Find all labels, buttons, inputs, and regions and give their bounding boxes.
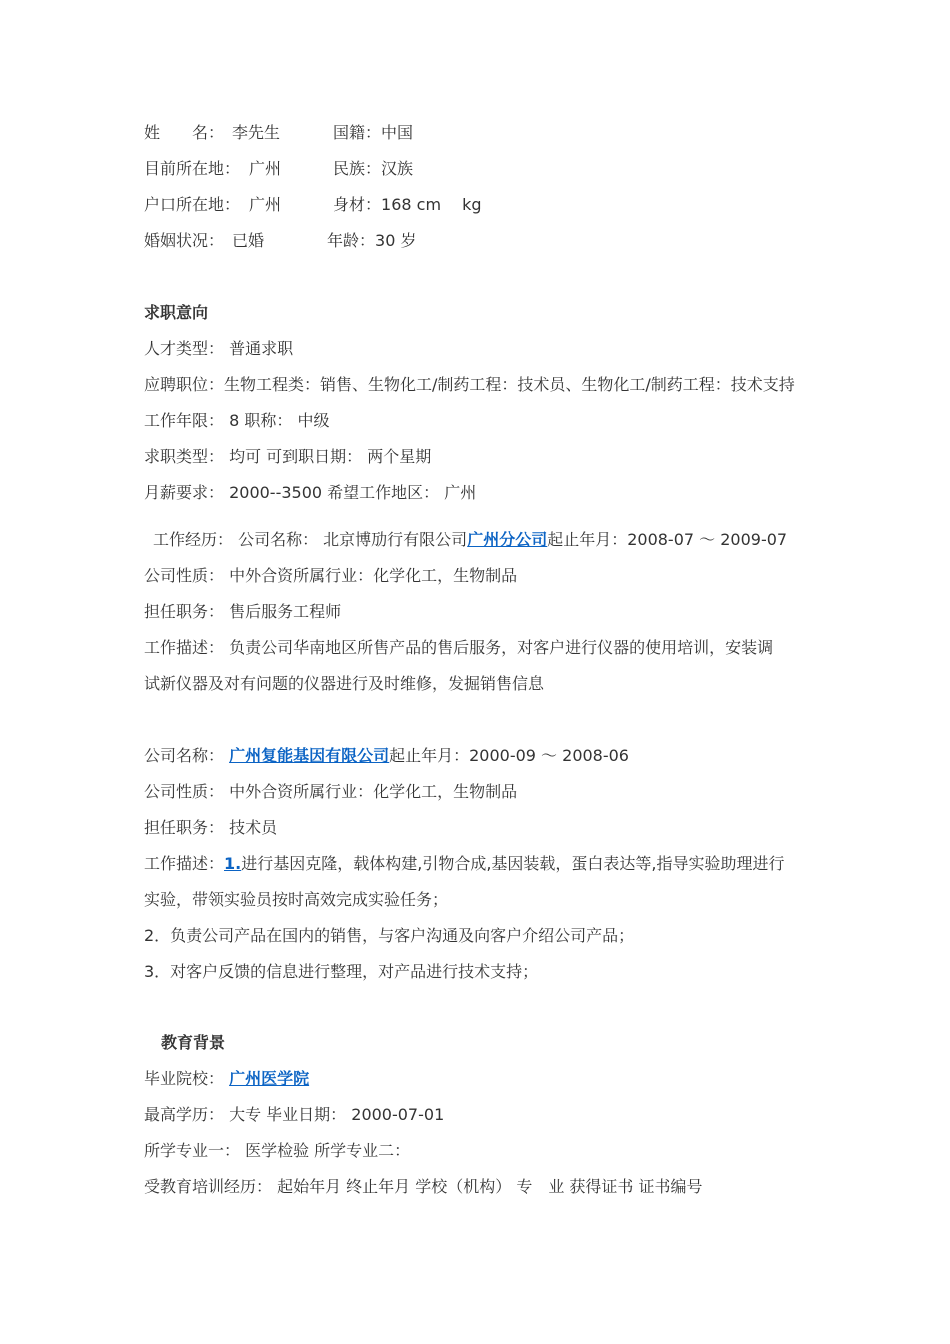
marital-label: 婚姻状况： bbox=[144, 231, 225, 250]
age-label: 年龄： bbox=[327, 231, 376, 250]
exp2-desc-line4: 3．对客户反馈的信息进行整理，对产品进行技术支持； bbox=[144, 962, 539, 981]
exp1-title: 担任职务： 售后服务工程师 bbox=[144, 602, 342, 621]
marital-value: 已婚 bbox=[232, 231, 265, 250]
exp1-company-prefix: 工作经历： 公司名称： 北京博劢行有限公司 bbox=[153, 530, 468, 549]
salary-expectation: 月薪要求： 2000--3500 希望工作地区： 广州 bbox=[144, 483, 477, 502]
exp2-desc-line2: 实验，带领实验员按时高效完成实验任务； bbox=[144, 890, 449, 909]
location-label: 目前所在地： bbox=[144, 159, 241, 178]
hukou-value: 广州 bbox=[249, 195, 282, 214]
exp2-nature: 公司性质： 中外合资所属行业：化学化工，生物制品 bbox=[144, 782, 518, 801]
exp2-desc-line1: 进行基因克隆，载体构建,引物合成,基因装载，蛋白表达等,指导实验助理进行 bbox=[241, 854, 785, 873]
exp2-desc-label: 工作描述： bbox=[144, 854, 225, 873]
nationality-value: 中国 bbox=[381, 123, 414, 142]
marital-row bbox=[144, 229, 416, 253]
name-row bbox=[144, 121, 413, 145]
exp2-company-link[interactable]: 广州复能基因有限公司 bbox=[229, 746, 390, 765]
age-value: 30 岁 bbox=[375, 231, 417, 250]
location-value: 广州 bbox=[249, 159, 282, 178]
exp1-desc-line2: 试新仪器及对有问题的仪器进行及时维修，发掘销售信息 bbox=[144, 674, 545, 693]
position-applied: 应聘职位：生物工程类：销售、生物化工/制药工程：技术员、生物化工/制药工程：技术支持 bbox=[144, 375, 795, 394]
intention-heading: 求职意向 bbox=[144, 303, 209, 322]
exp1-company-row bbox=[153, 528, 787, 552]
name-value: 李先生 bbox=[232, 123, 281, 142]
hukou-label: 户口所在地： bbox=[144, 195, 241, 214]
body-label: 身材： bbox=[333, 195, 382, 214]
exp2-desc-row bbox=[144, 852, 785, 876]
exp2-desc-line3: 2．负责公司产品在国内的销售，与客户沟通及向客户介绍公司产品； bbox=[144, 926, 635, 945]
hukou-row bbox=[144, 193, 482, 217]
exp2-title: 担任职务： 技术员 bbox=[144, 818, 278, 837]
exp1-period: 起止年月：2008-07 ～ 2009-07 bbox=[547, 530, 788, 549]
exp1-nature: 公司性质： 中外合资所属行业：化学化工，生物制品 bbox=[144, 566, 518, 585]
location-row bbox=[144, 157, 413, 181]
school-label: 毕业院校： bbox=[144, 1069, 230, 1088]
exp2-desc-link[interactable]: 1. bbox=[224, 854, 242, 873]
exp2-period: 起止年月：2000-09 ～ 2008-06 bbox=[389, 746, 629, 765]
major-row: 所学专业一： 医学检验 所学专业二： bbox=[144, 1141, 411, 1160]
name-label: 姓 名： bbox=[144, 123, 225, 142]
degree-row: 最高学历： 大专 毕业日期： 2000-07-01 bbox=[144, 1105, 445, 1124]
school-row bbox=[144, 1067, 309, 1091]
training-row: 受教育培训经历： 起始年月 终止年月 学校（机构） 专 业 获得证书 证书编号 bbox=[144, 1177, 703, 1196]
exp1-desc-line1: 工作描述： 负责公司华南地区所售产品的售后服务，对客户进行仪器的使用培训，安装调 bbox=[144, 638, 774, 657]
ethnicity-value: 汉族 bbox=[381, 159, 414, 178]
work-years: 工作年限： 8 职称： 中级 bbox=[144, 411, 330, 430]
exp2-company-row bbox=[144, 744, 629, 768]
nationality-label: 国籍： bbox=[333, 123, 382, 142]
education-heading: 教育背景 bbox=[161, 1033, 226, 1052]
talent-type: 人才类型： 普通求职 bbox=[144, 339, 294, 358]
exp2-company-prefix: 公司名称： bbox=[144, 746, 230, 765]
exp1-company-link[interactable]: 广州分公司 bbox=[467, 530, 548, 549]
ethnicity-label: 民族： bbox=[333, 159, 382, 178]
job-type: 求职类型： 均可 可到职日期： 两个星期 bbox=[144, 447, 432, 466]
body-value: 168 cm kg bbox=[381, 195, 482, 214]
school-link[interactable]: 广州医学院 bbox=[229, 1069, 310, 1088]
